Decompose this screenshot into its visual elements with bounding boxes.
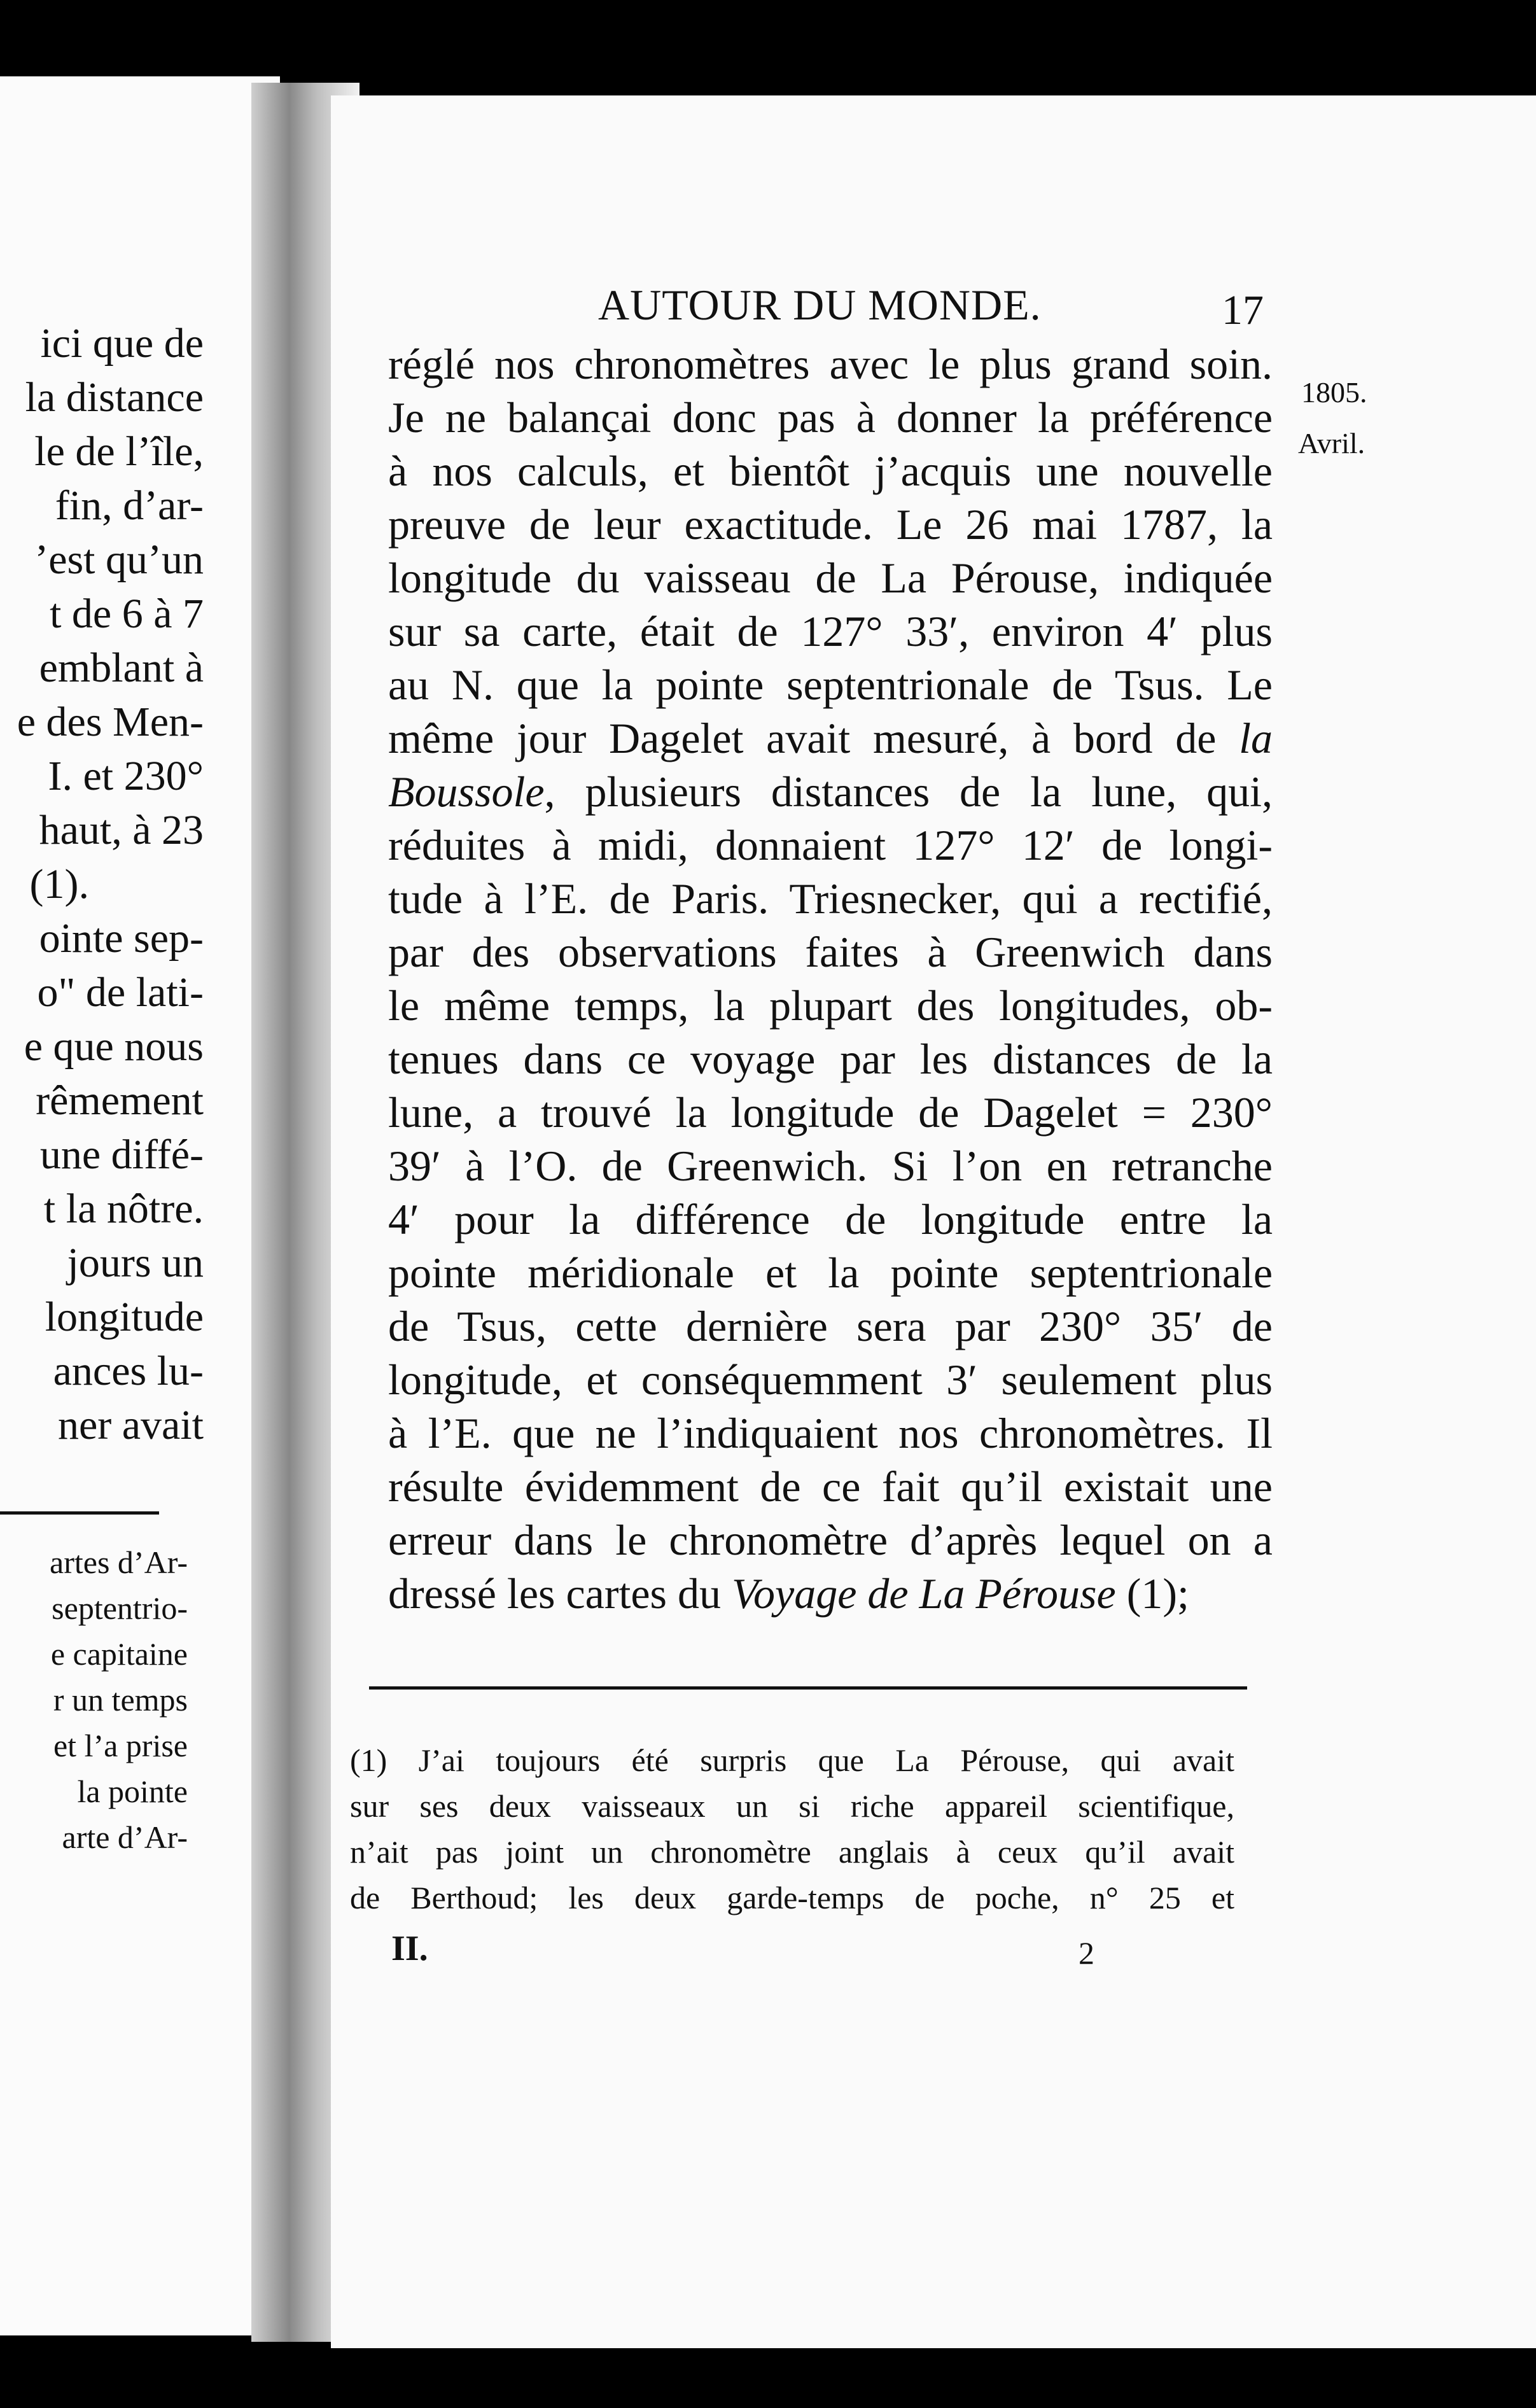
left-line: jours un [67,1240,204,1286]
left-line: longitude [45,1294,204,1340]
left-line: une diffé- [39,1131,204,1178]
left-line: ’est qu’un [34,536,204,583]
footnote-rule [369,1686,1247,1690]
left-note-line: et l’a prise [53,1728,188,1763]
page-number: 17 [1222,287,1264,333]
left-line: (1). [29,861,89,907]
left-line: haut, à 23 [39,807,204,853]
left-line: t la nôtre. [43,1186,204,1232]
left-line: o" de lati- [37,969,204,1016]
body-line: tenues dans ce voyage par les distances de la [388,1035,1273,1083]
footnote [350,1737,1234,1921]
left-line: I. et 230° [48,753,204,799]
left-line: fin, d’ar- [55,482,204,529]
left-line: e des Men- [17,699,204,745]
body-line: résulte évidemment de ce fait qu’il existait une [388,1462,1273,1511]
body-line: longitude du vaisseau de La Pérouse, indiquée [388,554,1273,602]
body-line: à l’E. que ne l’indiquaient nos chronomètres. Il [388,1409,1273,1457]
left-line: la distance [25,374,204,421]
body-line: 4′ pour la différence de longitude entre la [388,1195,1273,1243]
left-page [0,76,280,2335]
left-note-line: artes d’Ar- [50,1544,188,1580]
footnote-line: n’ait pas joint un chronomètre anglais à ceux qu’il avait [350,1834,1234,1870]
body-line: longitude, et conséquemment 3′ seulement plus [388,1355,1273,1404]
left-line: ici que de [40,320,204,367]
running-head: AUTOUR DU MONDE. [598,281,1042,329]
body-line: pointe méridionale et la pointe septentrionale [388,1249,1273,1297]
left-line: rêmement [36,1077,204,1124]
left-line: ner avait [57,1402,204,1448]
left-note-line: e capitaine [50,1636,188,1672]
volume-signature: II. [391,1929,428,1968]
body-text [388,337,1273,1620]
left-note-line: la pointe [77,1774,188,1809]
body-line: le même temps, la plupart des longitudes, ob- [388,981,1273,1030]
footnote-line: (1) J’ai toujours été surpris que La Pérouse, qui avait [350,1742,1234,1778]
body-line: sur sa carte, était de 127° 33′, environ 4′ plus [388,607,1273,655]
body-line: même jour Dagelet avait mesuré, à bord de la [388,714,1273,762]
left-line: le de l’île, [34,428,204,475]
left-note-line: arte d’Ar- [62,1819,188,1855]
body-line: 39′ à l’O. de Greenwich. Si l’on en retranche [388,1142,1273,1190]
margin-month: Avril. [1298,427,1365,459]
left-footnote-rule [0,1511,159,1515]
right-page [331,95,1536,2348]
body-line: au N. que la pointe septentrionale de Tsus. Le [388,661,1273,709]
left-note-line: septentrio- [52,1590,188,1626]
body-line: lune, a trouvé la longitude de Dagelet = 230° [388,1088,1273,1137]
left-note-line: r un temps [53,1682,188,1718]
italic-title: Voyage de La Pérouse [732,1569,1116,1618]
left-line: e que nous [24,1023,204,1070]
body-line: par des observations faites à Greenwich dans [388,928,1273,976]
body-line: de Tsus, cette dernière sera par 230° 35′ de [388,1302,1273,1350]
footnote-line: sur ses deux vaisseaux un si riche appareil scientifique, [350,1788,1234,1824]
left-line: t de 6 à 7 [50,591,204,637]
body-line: à nos calculs, et bientôt j’acquis une nouvelle [388,447,1273,495]
body-line: dressé les cartes du Voyage de La Pérouse (1); [388,1569,1189,1618]
body-line: erreur dans le chronomètre d’après lequel on a [388,1516,1273,1564]
italic-title: Boussole [388,767,545,816]
left-line: ointe sep- [39,915,204,962]
body-line: Boussole, plusieurs distances de la lune, qui, [388,767,1273,816]
body-line: réglé nos chronomètres avec le plus grand soin. [388,340,1273,388]
body-line: preuve de leur exactitude. Le 26 mai 1787, la [388,500,1273,549]
left-line: ances lu- [53,1348,204,1394]
body-line: réduites à midi, donnaient 127° 12′ de longi- [388,821,1273,869]
sheet-signature: 2 [1079,1935,1094,1971]
body-line: Je ne balançai donc pas à donner la préférence [388,393,1273,442]
footnote-line: de Berthoud; les deux garde-temps de poche, n° 25 et [350,1880,1234,1915]
left-line: emblant à [39,645,204,691]
body-line: tude à l’E. de Paris. Triesnecker, qui a rectifié, [388,874,1273,923]
margin-year: 1805. [1301,376,1367,409]
italic-title: la [1239,714,1273,762]
